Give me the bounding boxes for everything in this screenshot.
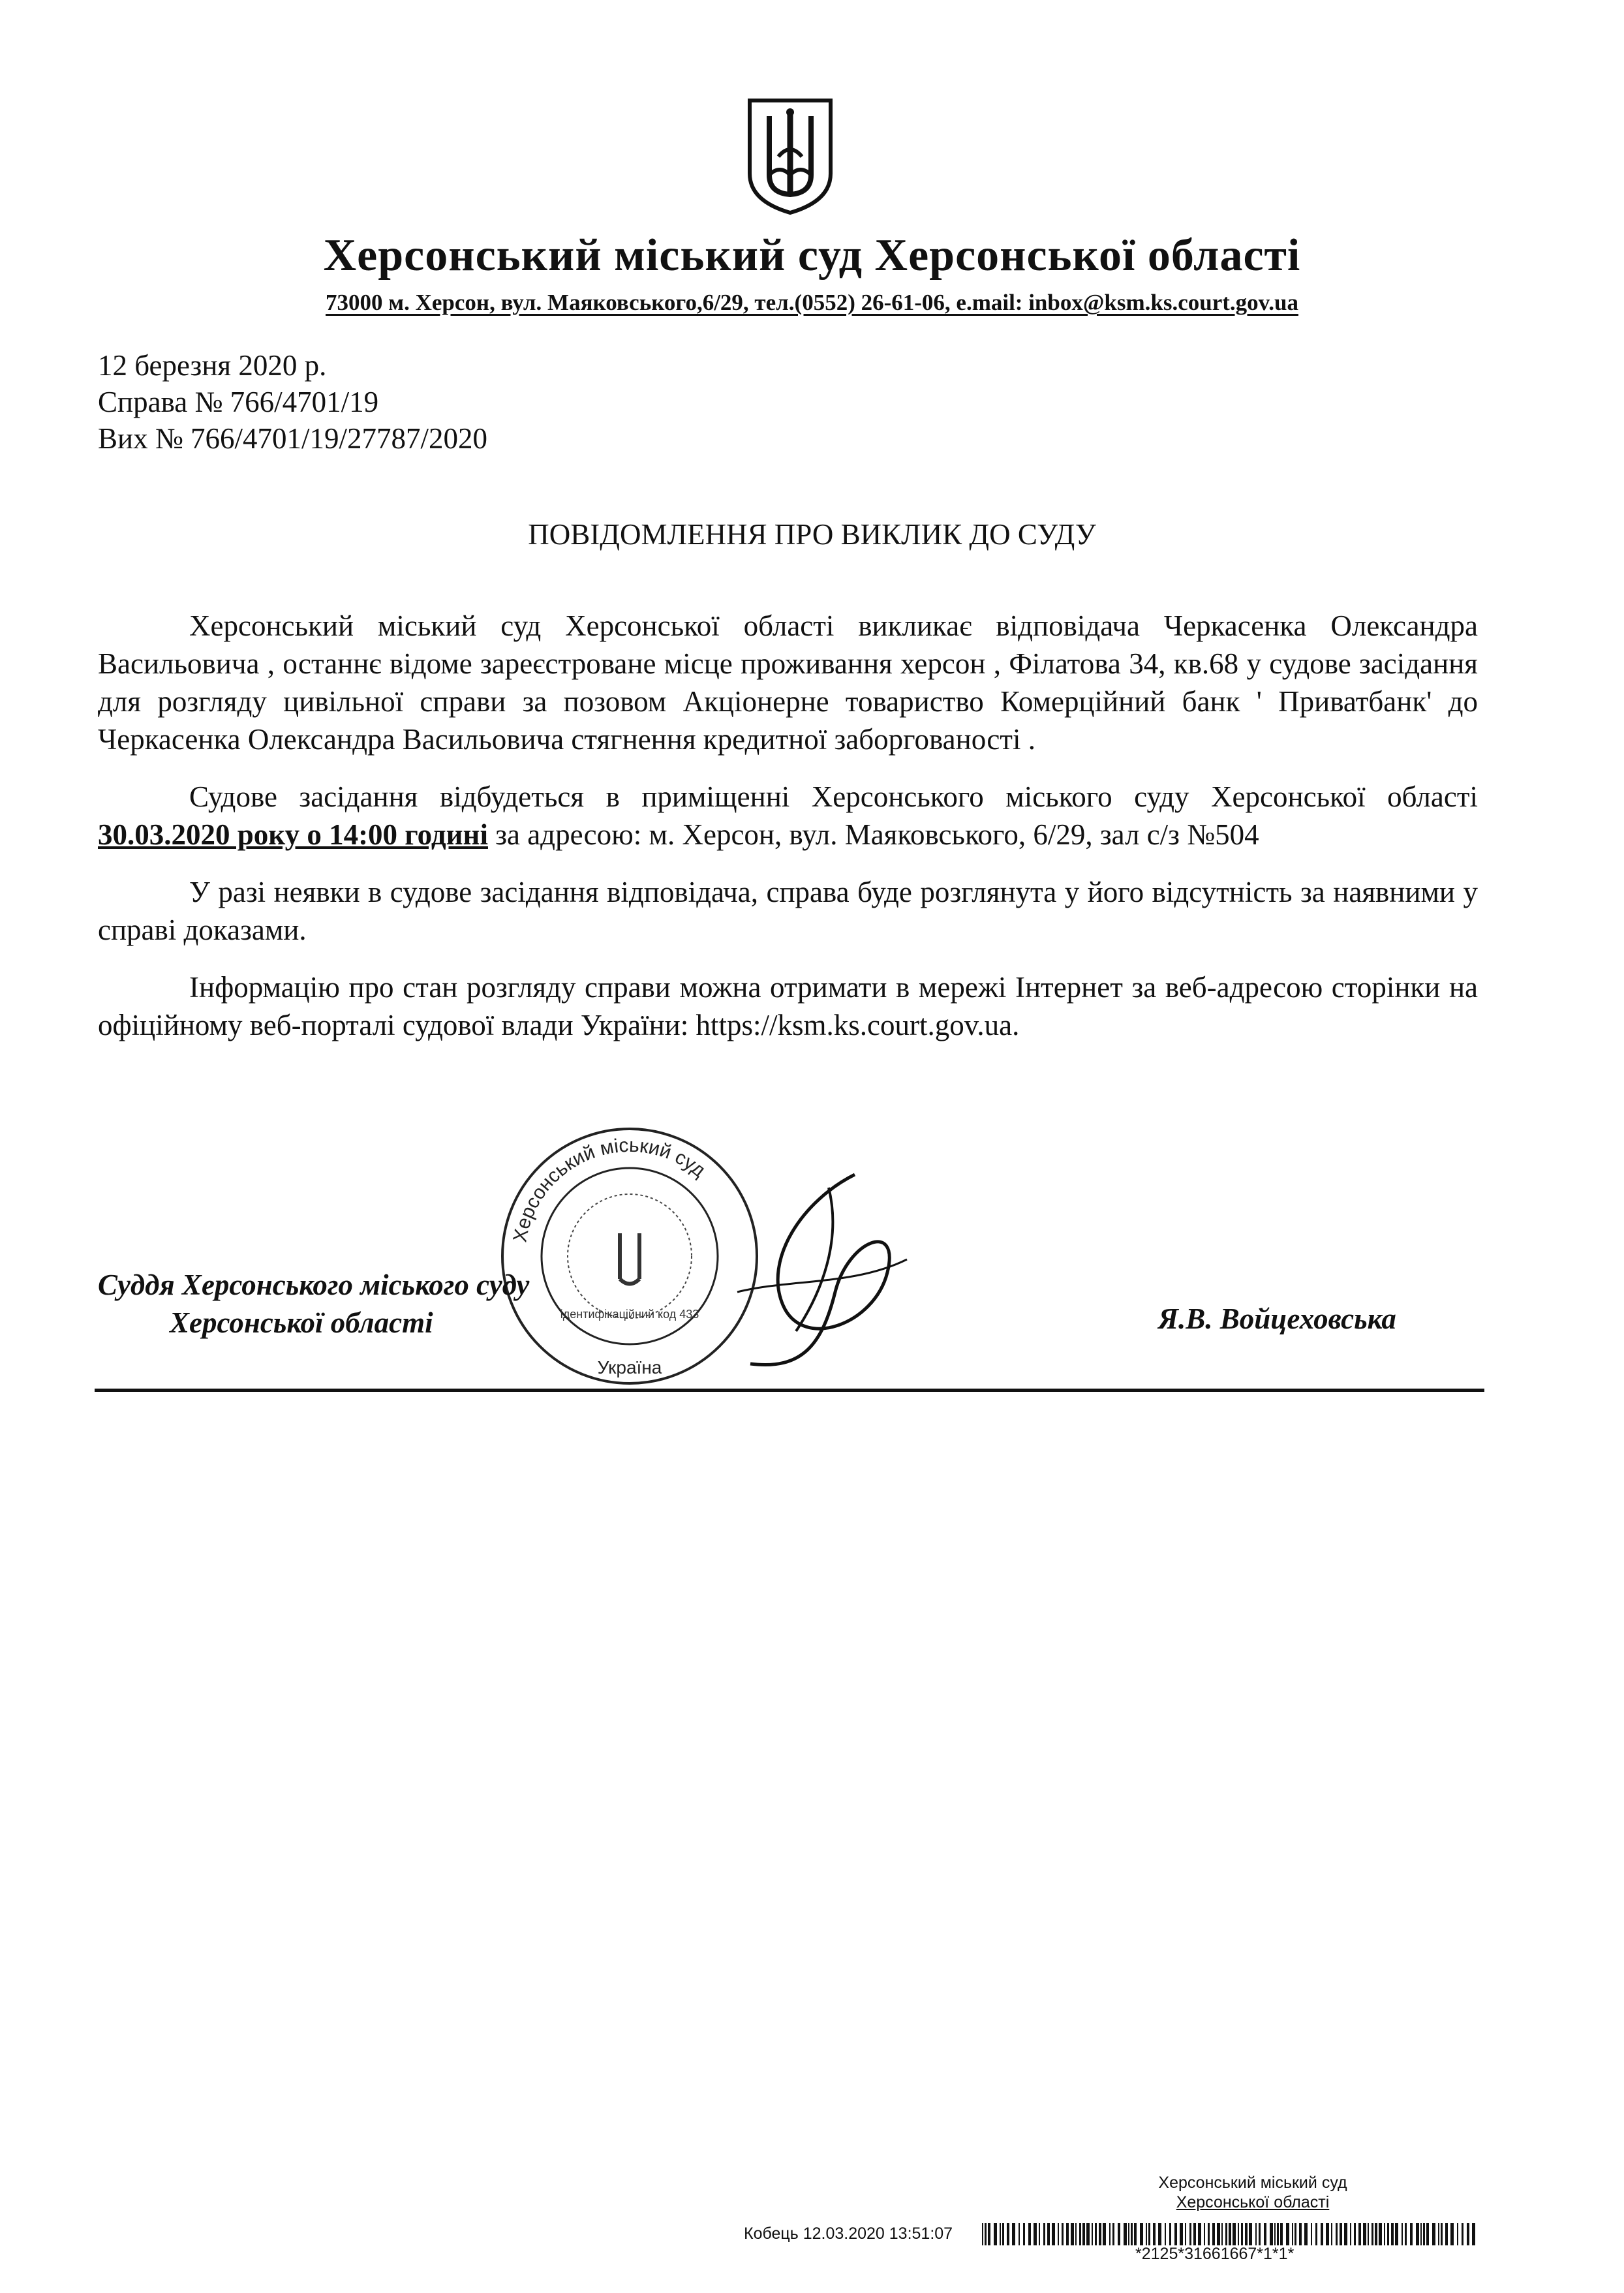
barcode-number: *2125*31661667*1*1* — [1135, 2245, 1295, 2263]
case-number: Справа № 766/4701/19 — [98, 386, 379, 418]
court-seal-icon — [496, 1122, 763, 1390]
signature-divider — [95, 1389, 1484, 1392]
notice-body — [98, 607, 1478, 1064]
court-address: 73000 м. Херсон, вул. Маяковського,6/29, тел.(0552) 26-61-06, e.mail: inbox@ksm.ks.court.gov.ua — [326, 290, 1298, 315]
paragraph-hearing — [98, 778, 1478, 854]
clerk-timestamp: Кобець 12.03.2020 13:51:07 — [744, 2224, 953, 2243]
judge-position-line1: Суддя Херсонського міського суду — [98, 1269, 530, 1301]
document-meta — [98, 347, 487, 457]
hearing-intro: Судове засідання відбудеться в приміщенні Херсонського міського суду Херсонської області — [189, 780, 1478, 813]
outgoing-number: Вих № 766/4701/19/27787/2020 — [98, 422, 488, 455]
trident-emblem-icon — [744, 97, 836, 215]
footer-court-name — [1103, 2173, 1403, 2212]
footer-court-line1: Херсонський міський суд — [1158, 2174, 1347, 2192]
svg-text:Україна: Україна — [597, 1357, 662, 1377]
paragraph-absence: У разі неявки в судове засідання відповідача, справа буде розглянута у його відсутність за наявними у справі доказами. — [98, 876, 1478, 946]
hearing-datetime: 30.03.2020 року о 14:00 годині — [98, 818, 488, 851]
document-date: 12 березня 2020 р. — [98, 349, 327, 382]
barcode-icon — [982, 2223, 1478, 2245]
court-title: Херсонський міський суд Херсонської області — [323, 230, 1301, 281]
paragraph-info: Інформацію про стан розгляду справи можна отримати в мережі Інтернет за веб-адресою сторінки на офіційному веб-порталі судової влади України: https://ksm.ks.court.gov.ua. — [98, 971, 1478, 1041]
footer-court-line2: Херсонської області — [1176, 2193, 1330, 2211]
paragraph-summons: Херсонський міський суд Херсонської області викликає відповідача Черкасенка Олександра Васильовича , останнє відоме зареєстроване місце проживання херсон , Філатова 34, кв.68 у судове засідання для розгляду цивільної справи за позовом Акціонерне товариство Комерційний банк ' Приватбанк' до Черкасенка Олександра Васильовича стягнення кредитної заборгованості . — [98, 609, 1478, 756]
document-title: ПОВІДОМЛЕННЯ ПРО ВИКЛИК ДО СУДУ — [528, 518, 1096, 551]
judge-name: Я.В. Войцеховська — [1158, 1302, 1396, 1335]
hearing-address: за адресою: м. Херсон, вул. Маяковського, 6/29, зал с/з №504 — [487, 818, 1259, 851]
judge-position — [98, 1266, 529, 1342]
handwritten-signature — [724, 1162, 913, 1377]
judge-position-line2: Херсонської області — [170, 1306, 433, 1339]
svg-text:Херсонський міський суд: Херсонський міський суд — [509, 1134, 710, 1244]
svg-text:ідентифікаційний код 433: ідентифікаційний код 433 — [560, 1308, 699, 1321]
